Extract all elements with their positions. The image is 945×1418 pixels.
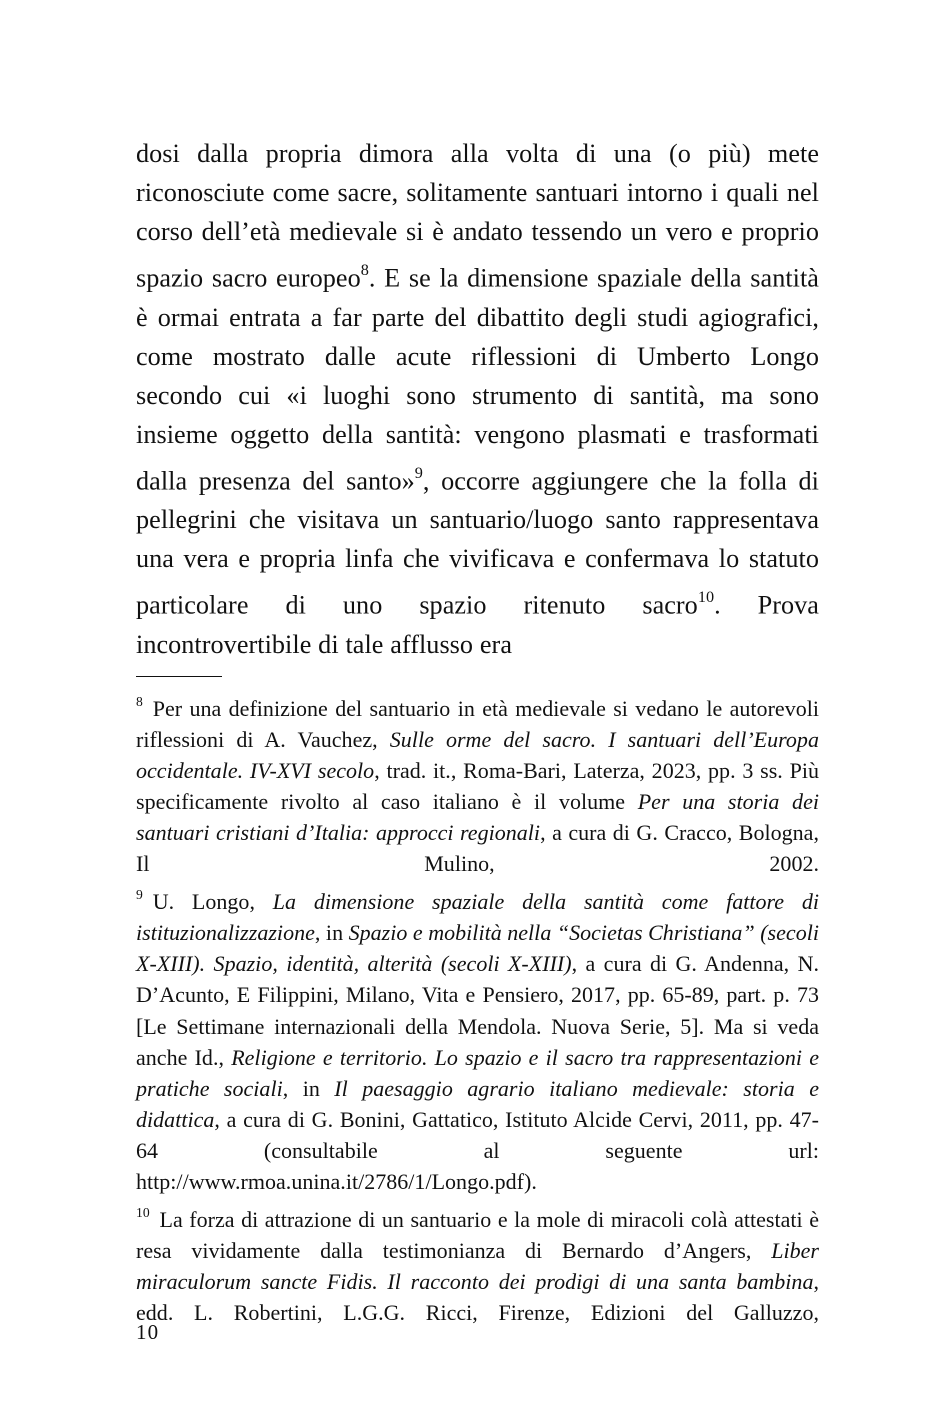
footnote-8-segment-1: Per una definizione del santuario in età medievale si vedano le autorevoli riflessioni di A. Vauchez, [136, 695, 819, 752]
body-text-run-3: , occorre aggiungere che la folla di pellegrini che visitava un santuario/luogo santo rappresentava una vera e propria linfa che vivificava e confermava lo statuto particolare di uno spazio ritenuto sacro [136, 466, 819, 621]
footnote-reference-10[interactable]: 10 [697, 588, 715, 607]
footnote-9-segment-5: , a cura di G. Andenna, N. D’Acunto, E Filippini, Milano, Vita e Pensiero, 2017, pp. 65-89, part. p. 73 [Le Settimane internazionali della Mendola. Nuova Serie, 5]. Ma si veda anche Id., [136, 951, 819, 1070]
footnote-reference-8[interactable]: 8 [360, 261, 369, 279]
footnote-9-segment-6: Religione e territorio. Lo spazio e il sacro tra rappresentazioni e pratiche sociali [136, 1044, 819, 1101]
footnote-reference-9[interactable]: 9 [414, 463, 423, 482]
footnote-9-segment-1: U. Longo, [152, 889, 273, 915]
body-text-run-4: . Prova incontrovertibile di tale afflusso era [136, 591, 819, 660]
page-number: 10 [136, 1320, 160, 1344]
footnote-9 [136, 879, 819, 1197]
footnote-marker-8[interactable]: 8 [136, 694, 143, 709]
footnotes-block [136, 686, 819, 1328]
footnote-8-segment-4: Per una storia dei santuari cristiani d’Italia: approcci regionali [136, 789, 819, 846]
body-text-run-2: . E se la dimensione spaziale della santità è ormai entrata a far parte del dibattito degli studi agiografici, come mostrato dalle acute riflessioni di Umberto Longo secondo cui «i luoghi sono strumento di santità, ma sono insieme oggetto della santità: vengono plasmati e trasformati dalla presenza del santo» [136, 263, 819, 496]
footnote-9-segment-3: , in [314, 920, 349, 946]
footnote-10 [136, 1197, 819, 1328]
footnote-10-segment-2: Liber miraculorum sancte Fidis. Il racconto dei prodigi di una santa bambina [136, 1238, 819, 1295]
footnote-marker-10[interactable]: 10 [136, 1205, 150, 1221]
footnote-9-segment-4: Spazio e mobilità nella “Societas Christiana” (secoli X-XIII). Spazio, identità, alterità (secoli X-XIII) [136, 920, 819, 977]
footnote-8-segment-5: , a cura di G. Cracco, Bologna, Il Mulino, 2002. [136, 820, 819, 877]
body-text-block [136, 134, 819, 664]
footnote-9-segment-8: Il paesaggio agrario italiano medievale: storia e didattica [136, 1075, 819, 1132]
footnote-9-segment-9: , a cura di G. Bonini, Gattatico, Istituto Alcide Cervi, 2011, pp. 47-64 (consultabile al seguente url: http://www.rmoa.unina.it/2786/1/Longo.pdf). [136, 1106, 819, 1195]
footnote-9-segment-7: , in [282, 1075, 335, 1101]
footnote-8-segment-3: , trad. it., Roma-Bari, Laterza, 2023, pp. 3 ss. Più specificamente rivolto al caso italiano è il volume [136, 758, 819, 815]
footnote-8 [136, 686, 819, 879]
footnote-separator-rule [136, 676, 222, 677]
footnote-10-segment-3: , edd. L. Robertini, L.G.G. Ricci, Firenze, Edizioni del Galluzzo, [136, 1269, 819, 1326]
footnote-8-segment-2: Sulle orme del sacro. I santuari dell’Europa occidentale. IV-XVI secolo [136, 726, 819, 783]
footnote-10-segment-1: La forza di attrazione di un santuario e la mole di miracoli colà attestati è resa vividamente dalla testimonianza di Bernardo d’Angers, [136, 1206, 819, 1264]
footnote-9-segment-2: La dimensione spaziale della santità come fattore di istituzionalizzazione [136, 889, 819, 946]
body-paragraph [136, 134, 819, 664]
footnote-marker-9[interactable]: 9 [136, 887, 143, 903]
body-text-run-1: dosi dalla propria dimora alla volta di una (o più) mete riconosciute come sacre, solitamente santuari intorno i quali nel corso dell’età medievale si è andato tessendo un vero e proprio spazio sacro europeo [136, 139, 819, 293]
